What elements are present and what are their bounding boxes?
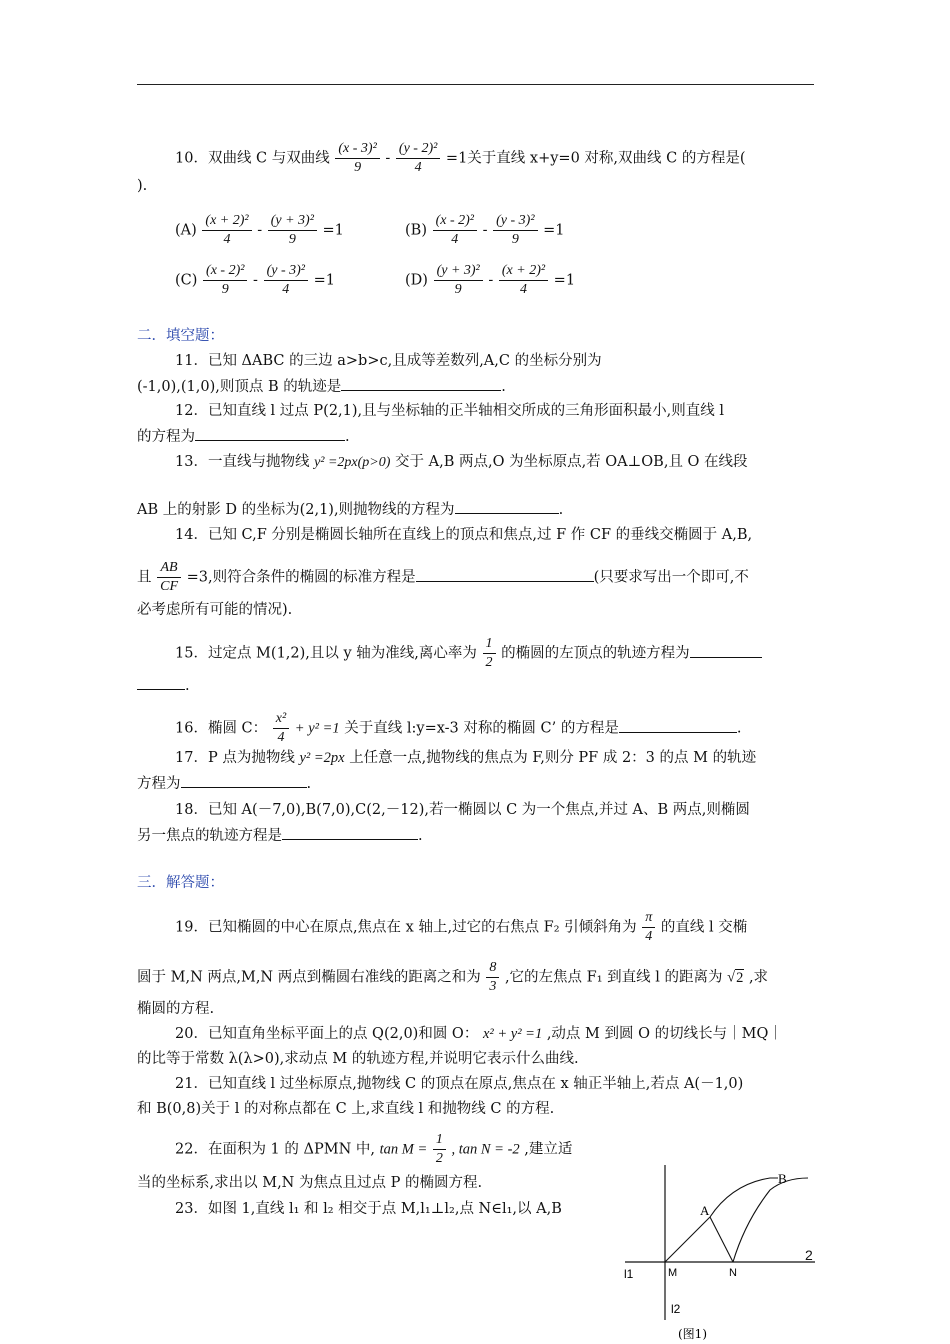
header-rule: [137, 84, 814, 85]
section-solution-heading: 三．解答题：: [137, 875, 224, 891]
q17-line2: 方程为 .: [137, 773, 311, 794]
q10-line2: ).: [137, 178, 148, 194]
label-m: M: [668, 1267, 678, 1279]
q11-line2: (-1,0),(1,0),则顶点 B 的轨迹是 .: [137, 376, 506, 397]
q19-line1: 19．已知椭圆的中心在原点,焦点在 x 轴上,过它的右焦点 F₂ 引倾斜角为 $\frac{\pi}{4}$ 的直线 l 交椭: [175, 910, 748, 944]
q20-line1: 20．已知直角坐标平面上的点 Q(2,0)和圆 O： x² + y² =1 ,动点 M 到圆 O 的切线长与｜MQ｜: [175, 1026, 783, 1042]
q22-line2: 当的坐标系,求出以 M,N 为焦点且过点 P 的椭圆方程.: [137, 1175, 483, 1191]
q10-option-a: (A) $\frac{\text{(x + 2)²}}{4}$ - $\frac{\text{(y + 3)²}}{9}$ =1: [175, 213, 344, 247]
label-l1: l1: [624, 1267, 634, 1281]
q15-line2: .: [137, 675, 190, 696]
q10-frac2: $\frac{\text{(y - 2)²}}{4}$: [396, 140, 440, 177]
q14-line2: 且 $\frac{AB}{CF}$ =3,则符合条件的椭圆的标准方程是 (只要求写出一个即可,不: [137, 560, 749, 594]
q13-line1: 13．一直线与抛物线 y² =2px(p>0) 交于 A,B 两点,O 为坐标原点,若 OA⊥OB,且 O 在线段: [175, 454, 748, 470]
q10-line1: 10．双曲线 C 与双曲线 $\frac{\text{(x - 3)²}}{9}$ - $\frac{\text{(y - 2)²}}{4}$ =1关于直线 x+y=0 对称,双曲线 C 的方程是(: [175, 141, 746, 175]
q11-line1: 11．已知 ΔABC 的三边 a>b>c,且成等差数列,A,C 的坐标分别为: [175, 353, 602, 369]
page-number: 2: [805, 1247, 813, 1263]
q18-line1: 18．已知 A(－7,0),B(7,0),C(2,－12),若一椭圆以 C 为一个焦点,并过 A、B 两点,则椭圆: [175, 802, 750, 818]
q10-option-c: (C) $\frac{\text{(x - 2)²}}{9}$ - $\frac{\text{(y - 3)²}}{4}$ =1: [175, 263, 335, 297]
q14-line3: 必考虑所有可能的情况).: [137, 602, 293, 618]
curve-nb: [733, 1178, 808, 1262]
figure-caption: (图1): [678, 1327, 707, 1341]
q15-line1: 15．过定点 M(1,2),且以 y 轴为准线,离心率为 $\frac{1}{2}$ 的椭圆的左顶点的轨迹方程为: [175, 635, 762, 672]
label-l2: l2: [671, 1302, 681, 1316]
q22-line1: 22．在面积为 1 的 ΔPMN 中, tan M = $\frac{1}{2}$ , tan N = -2 ,建立适: [175, 1132, 573, 1166]
label-b: B: [778, 1171, 787, 1186]
q10-option-d: (D) $\frac{\text{(y + 3)²}}{9}$ - $\frac{\text{(x + 2)²}}{4}$ =1: [405, 263, 576, 297]
label-n: N: [729, 1267, 737, 1279]
q21-line1: 21．已知直线 l 过坐标原点,抛物线 C 的顶点在原点,焦点在 x 轴正半轴上,若点 A(－1,0): [175, 1076, 744, 1092]
q10-option-b: (B) $\frac{\text{(x - 2)²}}{4}$ - $\frac{\text{(y - 3)²}}{9}$ =1: [405, 213, 565, 247]
label-a: A: [700, 1203, 710, 1218]
q19-line3: 椭圆的方程.: [137, 1001, 215, 1017]
q18-line2: 另一焦点的轨迹方程是 .: [137, 825, 423, 846]
q16-line: 16．椭圆 C： $\frac{\text{x²}}{4}$ + y² =1 关于直线 l:y=x-3 对称的椭圆 C’ 的方程是 .: [175, 711, 742, 745]
figure-1-diagram: [620, 1160, 820, 1344]
section-fill-in-heading: 二．填空题：: [137, 328, 224, 344]
q12-line2: 的方程为 .: [137, 426, 350, 447]
q19-line2: 圆于 M,N 两点,M,N 两点到椭圆右准线的距离之和为 $\frac{8}{3}$ ,它的左焦点 F₁ 到直线 l 的距离为 √2 ,求: [137, 960, 769, 994]
q20-line2: 的比等于常数 λ(λ>0),求动点 M 的轨迹方程,并说明它表示什么曲线.: [137, 1051, 579, 1067]
curve-ab: [710, 1178, 778, 1217]
q21-line2: 和 B(0,8)关于 l 的对称点都在 C 上,求直线 l 和抛物线 C 的方程.: [137, 1101, 555, 1117]
segment-ma: [665, 1217, 710, 1262]
segment-an: [710, 1217, 733, 1262]
q12-line1: 12．已知直线 l 过点 P(2,1),且与坐标轴的正半轴相交所成的三角形面积最小,则直线 l: [175, 403, 725, 419]
q17-line1: 17．P 点为抛物线 y² =2px 上任意一点,抛物线的焦点为 F,则分 PF 成 2：3 的点 M 的轨迹: [175, 750, 757, 766]
q13-line2: AB 上的射影 D 的坐标为(2,1),则抛物线的方程为 .: [137, 499, 563, 520]
q23-line1: 23．如图 1,直线 l₁ 和 l₂ 相交于点 M,l₁⊥l₂,点 N∈l₁,以 A,B: [175, 1201, 562, 1217]
q14-line1: 14．已知 C,F 分别是椭圆长轴所在直线上的顶点和焦点,过 F 作 CF 的垂线交椭圆于 A,B,: [175, 527, 753, 543]
q10-frac1: $\frac{\text{(x - 3)²}}{9}$: [335, 140, 379, 177]
